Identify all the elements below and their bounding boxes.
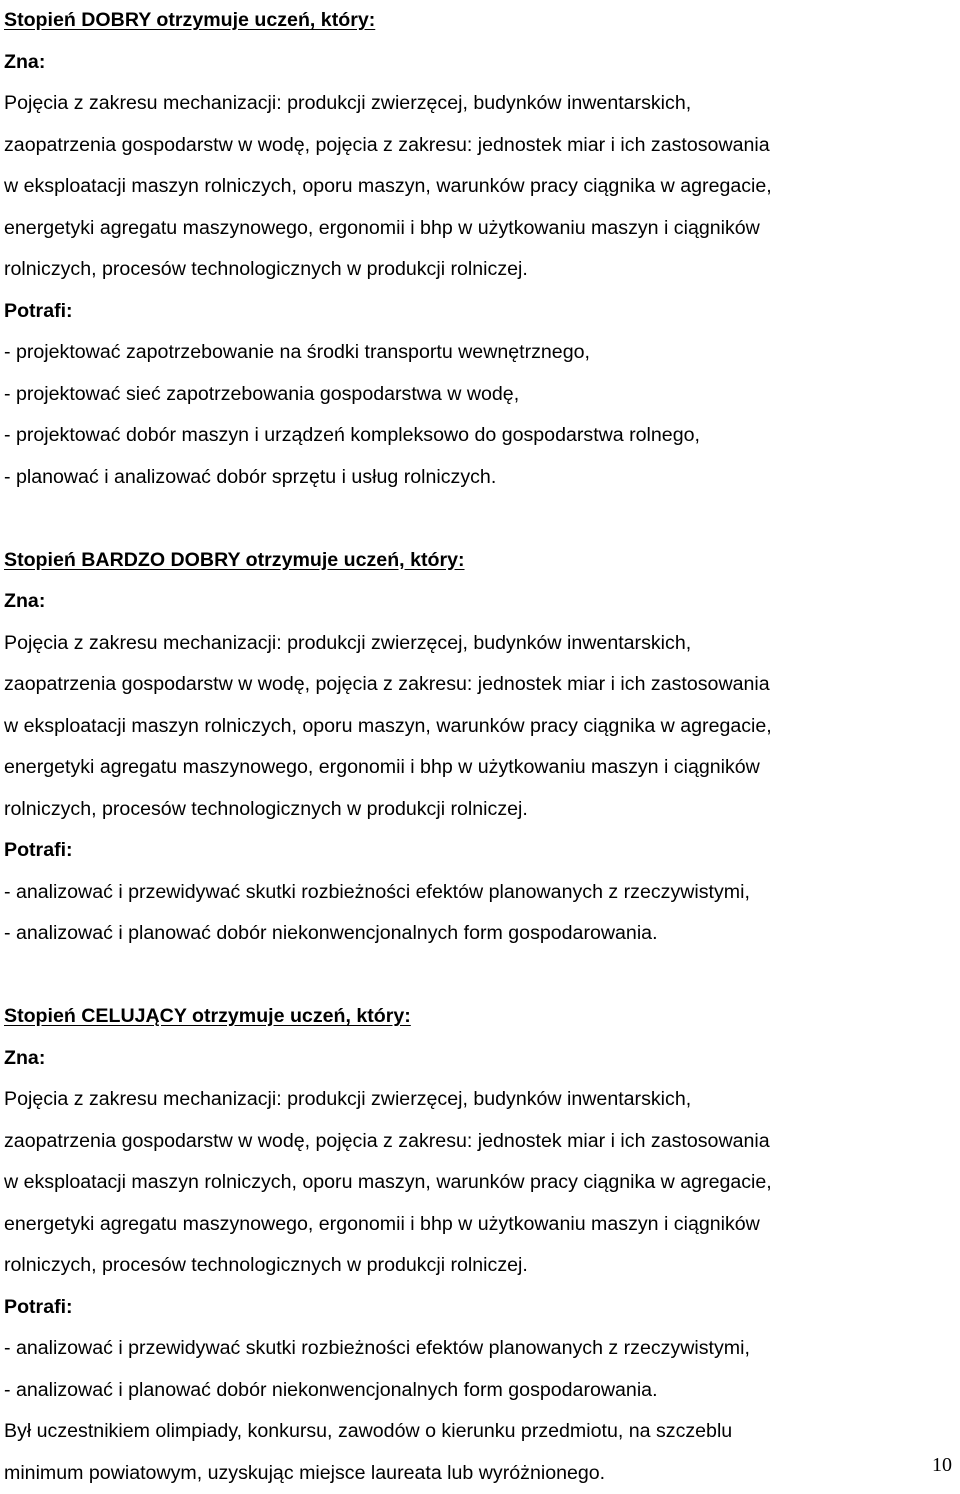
section-celujacy [4, 996, 954, 1494]
zna-line: w eksploatacji maszyn rolniczych, oporu maszyn, warunków pracy ciągnika w agregacie, [4, 706, 954, 748]
zna-label: Zna: [4, 42, 954, 84]
potrafi-line: - planować i analizować dobór sprzętu i usług rolniczych. [4, 457, 954, 499]
zna-line: w eksploatacji maszyn rolniczych, oporu maszyn, warunków pracy ciągnika w agregacie, [4, 1162, 954, 1204]
page-number: 10 [932, 1453, 952, 1477]
section-bardzo-dobry [4, 540, 954, 955]
zna-label: Zna: [4, 1038, 954, 1080]
zna-line: zaopatrzenia gospodarstw w wodę, pojęcia z zakresu: jednostek miar i ich zastosowania [4, 664, 954, 706]
zna-line: Pojęcia z zakresu mechanizacji: produkcji zwierzęcej, budynków inwentarskich, [4, 83, 954, 125]
potrafi-label: Potrafi: [4, 1287, 954, 1329]
document-page [4, 0, 954, 1494]
zna-line: energetyki agregatu maszynowego, ergonomii i bhp w użytkowaniu maszyn i ciągników [4, 747, 954, 789]
potrafi-line: - analizować i planować dobór niekonwencjonalnych form gospodarowania. [4, 1370, 954, 1412]
potrafi-label: Potrafi: [4, 291, 954, 333]
potrafi-line: - analizować i planować dobór niekonwencjonalnych form gospodarowania. [4, 913, 954, 955]
zna-line: Pojęcia z zakresu mechanizacji: produkcji zwierzęcej, budynków inwentarskich, [4, 623, 954, 665]
section-heading: Stopień CELUJĄCY otrzymuje uczeń, który: [4, 996, 954, 1038]
section-heading: Stopień DOBRY otrzymuje uczeń, który: [4, 0, 954, 42]
zna-line: w eksploatacji maszyn rolniczych, oporu maszyn, warunków pracy ciągnika w agregacie, [4, 166, 954, 208]
potrafi-line: minimum powiatowym, uzyskując miejsce laureata lub wyróżnionego. [4, 1453, 954, 1494]
potrafi-line: - projektować sieć zapotrzebowania gospodarstwa w wodę, [4, 374, 954, 416]
section-dobry [4, 0, 954, 498]
potrafi-label: Potrafi: [4, 830, 954, 872]
potrafi-line: Był uczestnikiem olimpiady, konkursu, zawodów o kierunku przedmiotu, na szczeblu [4, 1411, 954, 1453]
zna-line: rolniczych, procesów technologicznych w produkcji rolniczej. [4, 249, 954, 291]
potrafi-line: - projektować dobór maszyn i urządzeń kompleksowo do gospodarstwa rolnego, [4, 415, 954, 457]
zna-line: Pojęcia z zakresu mechanizacji: produkcji zwierzęcej, budynków inwentarskich, [4, 1079, 954, 1121]
section-divider [4, 955, 954, 997]
zna-line: rolniczych, procesów technologicznych w produkcji rolniczej. [4, 1245, 954, 1287]
zna-line: energetyki agregatu maszynowego, ergonomii i bhp w użytkowaniu maszyn i ciągników [4, 1204, 954, 1246]
zna-line: energetyki agregatu maszynowego, ergonomii i bhp w użytkowaniu maszyn i ciągników [4, 208, 954, 250]
section-divider [4, 498, 954, 540]
zna-line: zaopatrzenia gospodarstw w wodę, pojęcia z zakresu: jednostek miar i ich zastosowania [4, 1121, 954, 1163]
zna-line: zaopatrzenia gospodarstw w wodę, pojęcia z zakresu: jednostek miar i ich zastosowania [4, 125, 954, 167]
zna-line: rolniczych, procesów technologicznych w produkcji rolniczej. [4, 789, 954, 831]
potrafi-line: - analizować i przewidywać skutki rozbieżności efektów planowanych z rzeczywistymi, [4, 872, 954, 914]
zna-label: Zna: [4, 581, 954, 623]
potrafi-line: - analizować i przewidywać skutki rozbieżności efektów planowanych z rzeczywistymi, [4, 1328, 954, 1370]
section-heading: Stopień BARDZO DOBRY otrzymuje uczeń, który: [4, 540, 954, 582]
potrafi-line: - projektować zapotrzebowanie na środki transportu wewnętrznego, [4, 332, 954, 374]
